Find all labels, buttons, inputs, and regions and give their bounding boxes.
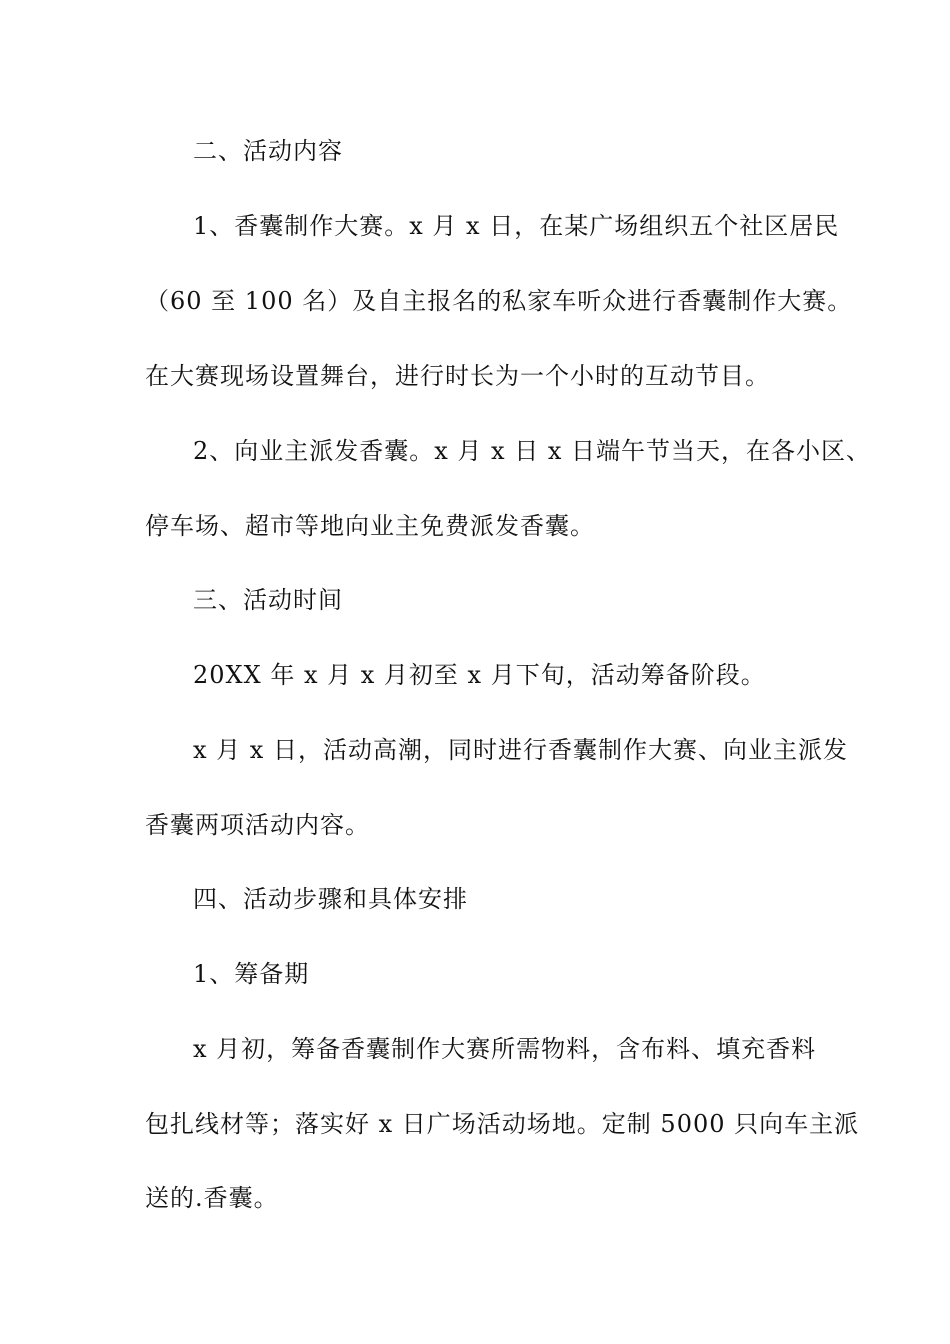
section-heading-activity-steps: 四、活动步骤和具体安排 (193, 885, 468, 913)
paragraph-line: 送的.香囊。 (145, 1184, 279, 1212)
section-heading-activity-time: 三、活动时间 (193, 586, 343, 614)
paragraph-line: 2、向业主派发香囊。x 月 x 日 x 日端午节当天，在各小区、 (193, 437, 872, 465)
subheading-preparation: 1、筹备期 (193, 960, 310, 988)
paragraph-line: 停车场、超市等地向业主免费派发香囊。 (145, 512, 595, 540)
paragraph-line: 20XX 年 x 月 x 月初至 x 月下旬，活动筹备阶段。 (193, 661, 766, 689)
paragraph-line: 包扎线材等；落实好 x 日广场活动场地。定制 5000 只向车主派 (145, 1110, 860, 1138)
paragraph-line: 香囊两项活动内容。 (145, 811, 370, 839)
paragraph-line: x 月初，筹备香囊制作大赛所需物料，含布料、填充香料 (193, 1035, 817, 1063)
paragraph-line: 在大赛现场设置舞台，进行时长为一个小时的互动节目。 (145, 362, 770, 390)
section-heading-activity-content: 二、活动内容 (193, 137, 343, 165)
paragraph-line: x 月 x 日，活动高潮，同时进行香囊制作大赛、向业主派发 (193, 736, 848, 764)
paragraph-line: （60 至 100 名）及自主报名的私家车听众进行香囊制作大赛。 (145, 287, 853, 315)
paragraph-line: 1、香囊制作大赛。x 月 x 日，在某广场组织五个社区居民 (193, 212, 840, 240)
